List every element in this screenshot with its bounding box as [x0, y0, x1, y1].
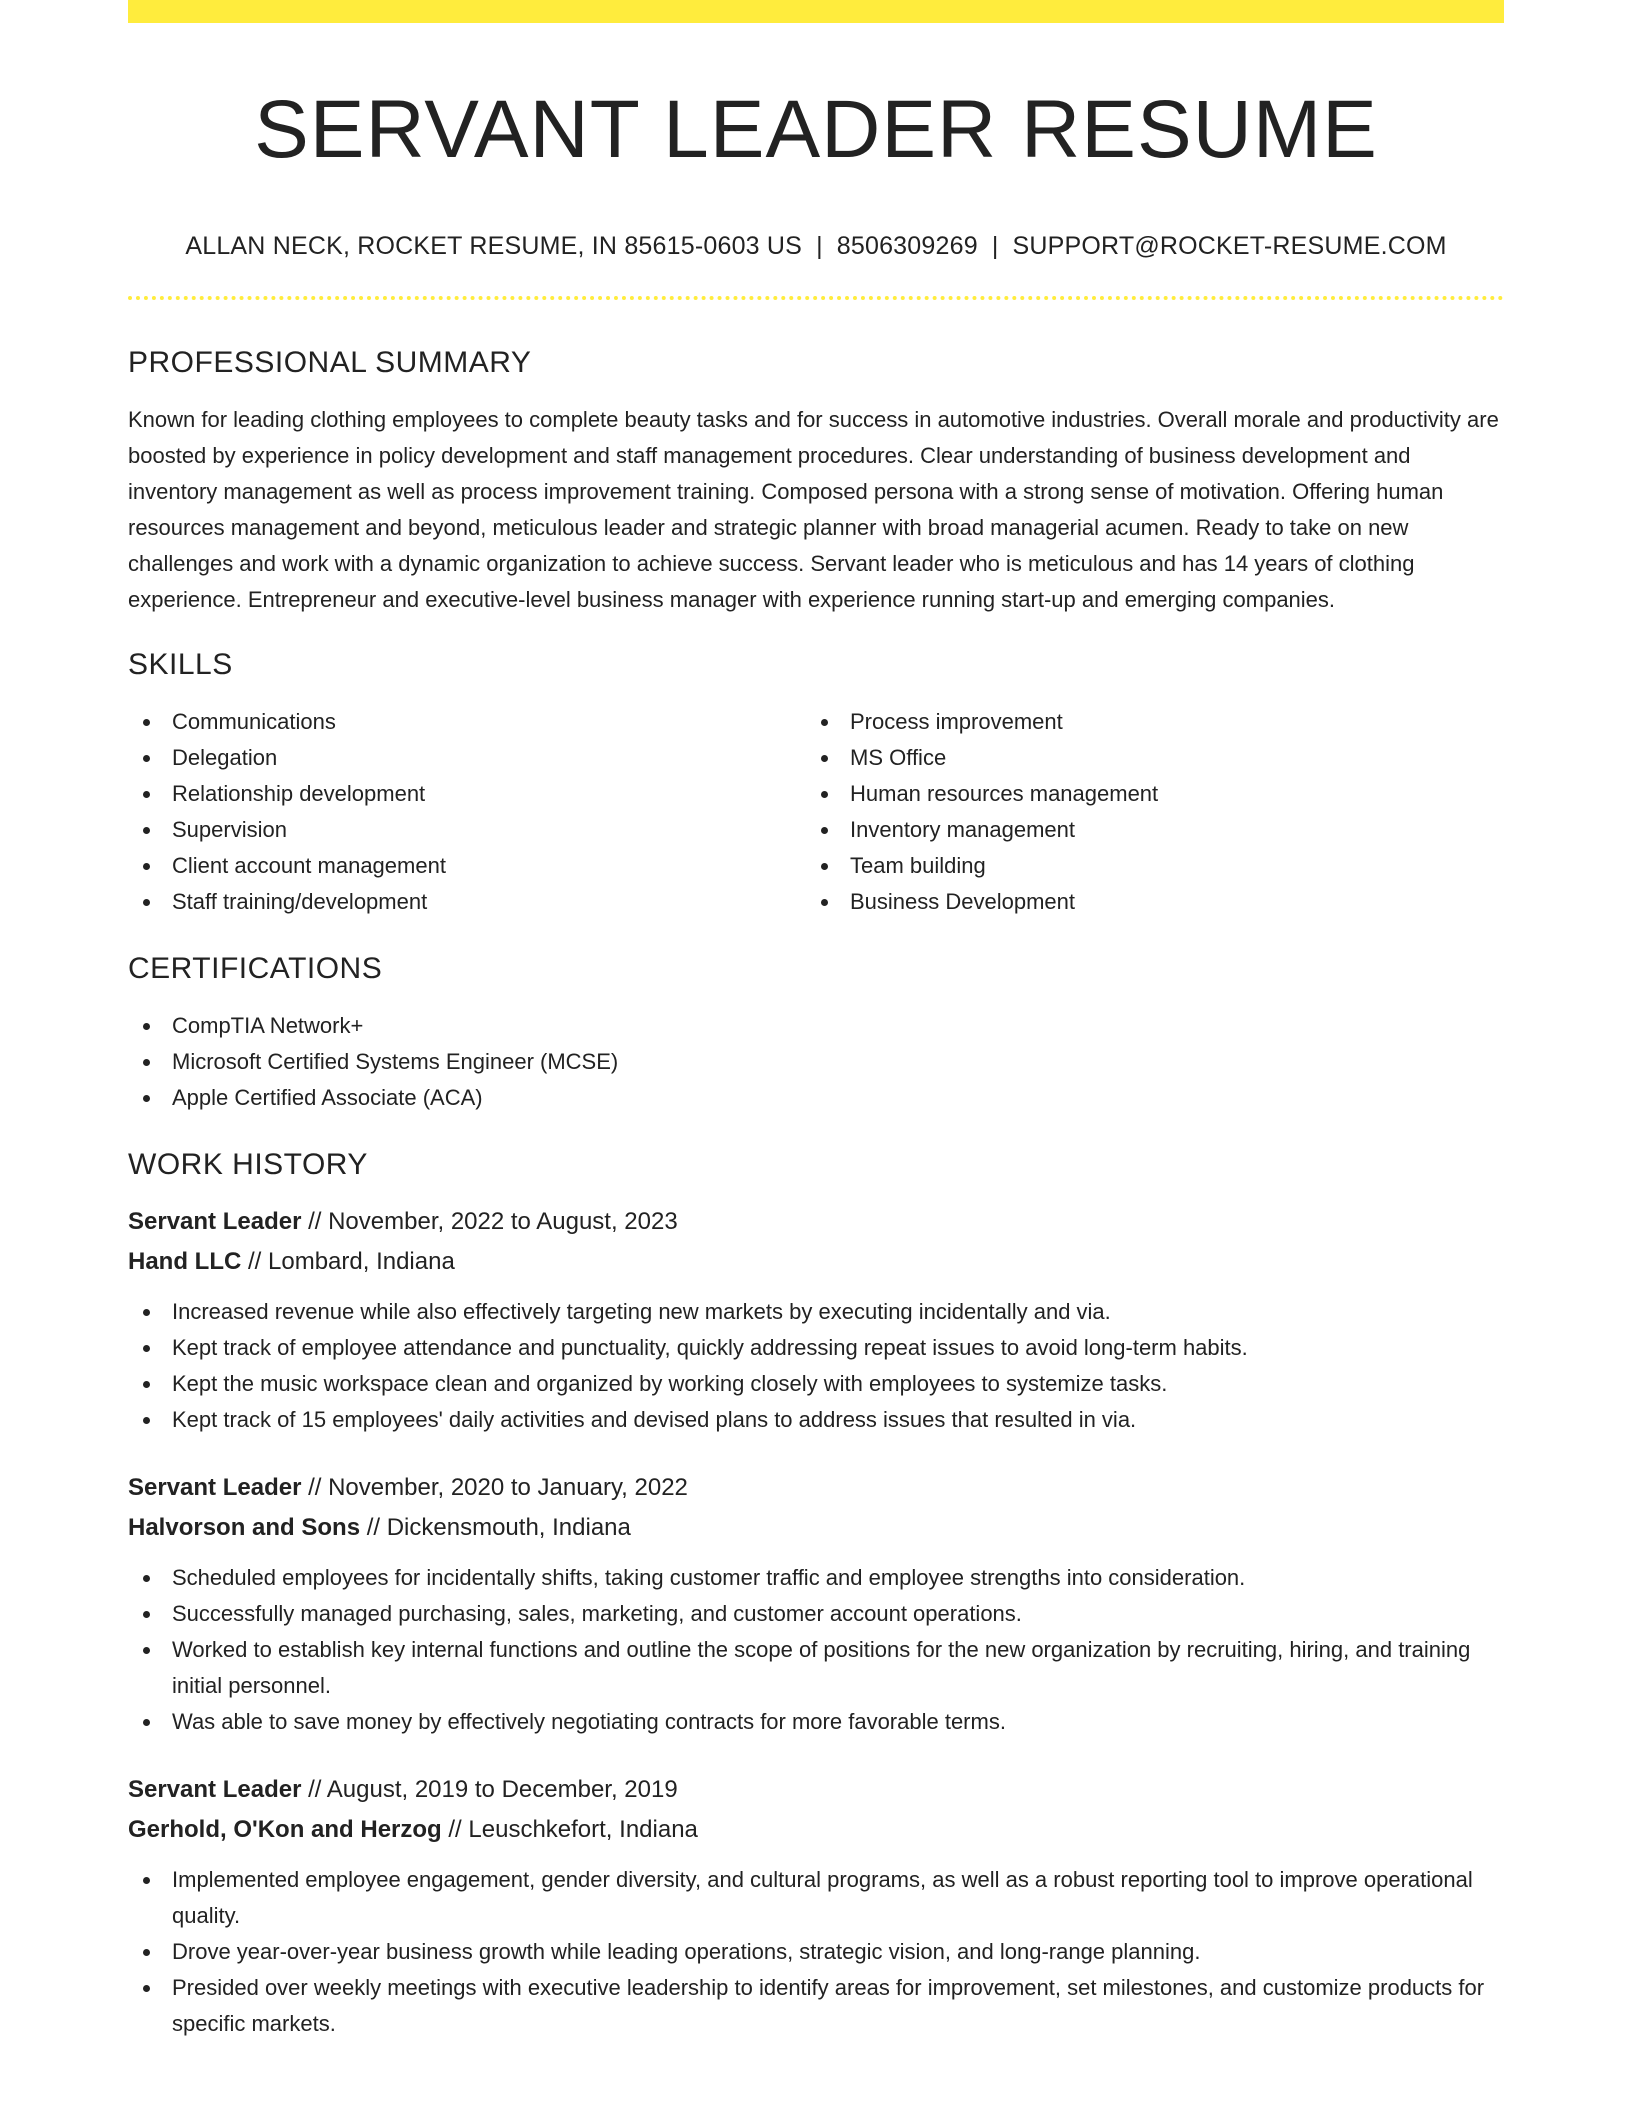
- job-bullet: Was able to save money by effectively negotiating contracts for more favorable terms.: [128, 1704, 1504, 1740]
- job-company-line: [128, 1508, 1504, 1548]
- job-company: Hand LLC: [128, 1248, 242, 1275]
- skill-item: Inventory management: [806, 812, 1484, 848]
- skill-item: Process improvement: [806, 704, 1484, 740]
- job-bullet: Kept track of 15 employees' daily activities and devised plans to address issues that resulted in via.: [128, 1402, 1504, 1438]
- contact-separator: |: [991, 232, 999, 260]
- job-bullet-list: [128, 1862, 1504, 2042]
- job-dates: // November, 2020 to January, 2022: [308, 1474, 688, 1501]
- job-location: // Dickensmouth, Indiana: [366, 1514, 631, 1541]
- job-dates: // November, 2022 to August, 2023: [308, 1208, 678, 1235]
- job-title: Servant Leader: [128, 1208, 302, 1235]
- skills-heading: SKILLS: [128, 648, 233, 681]
- job-title-line: [128, 1202, 1504, 1242]
- contact-address: ALLAN NECK, ROCKET RESUME, IN 85615-0603 US: [185, 232, 803, 260]
- skill-item: Human resources management: [806, 776, 1484, 812]
- contact-email: SUPPORT@ROCKET-RESUME.COM: [1012, 232, 1447, 260]
- certifications-heading: CERTIFICATIONS: [128, 952, 383, 985]
- job-entry: [128, 1468, 1504, 1740]
- job-bullet: Implemented employee engagement, gender diversity, and cultural programs, as well as a robust reporting tool to improve operational quality.: [128, 1862, 1504, 1934]
- certification-item: Microsoft Certified Systems Engineer (MCSE): [128, 1044, 1504, 1080]
- skill-item: Supervision: [128, 812, 806, 848]
- job-dates: // August, 2019 to December, 2019: [308, 1776, 678, 1803]
- job-entry: [128, 1202, 1504, 1438]
- certifications-list: [128, 1008, 1504, 1116]
- job-bullet: Kept the music workspace clean and organized by working closely with employees to systemize tasks.: [128, 1366, 1504, 1402]
- job-location: // Leuschkefort, Indiana: [448, 1816, 698, 1843]
- summary-text: Known for leading clothing employees to complete beauty tasks and for success in automotive industries. Overall morale and productivity are boosted by experience in policy development and staff management procedures. Clear understanding of business development and inventory management as well as process improvement training. Composed persona with a strong sense of motivation. Offering human resources management and beyond, meticulous leader and strategic planner with broad managerial acumen. Ready to take on new challenges and work with a dynamic organization to achieve success. Servant leader who is meticulous and has 14 years of clothing experience. Entrepreneur and executive-level business manager with experience running start-up and emerging companies.: [128, 407, 1499, 612]
- skill-item: Communications: [128, 704, 806, 740]
- certification-item: CompTIA Network+: [128, 1008, 1504, 1044]
- skill-item: Client account management: [128, 848, 806, 884]
- job-bullet: Worked to establish key internal functions and outline the scope of positions for the new organization by recruiting, hiring, and training initial personnel.: [128, 1632, 1504, 1704]
- skills-left-list: [128, 704, 806, 920]
- contact-phone: 8506309269: [836, 232, 978, 260]
- summary-heading: PROFESSIONAL SUMMARY: [128, 346, 532, 379]
- job-bullet: Scheduled employees for incidentally shifts, taking customer traffic and employee strengths into consideration.: [128, 1560, 1504, 1596]
- job-bullet: Drove year-over-year business growth while leading operations, strategic vision, and long-range planning.: [128, 1934, 1504, 1970]
- job-company: Gerhold, O'Kon and Herzog: [128, 1816, 442, 1843]
- skills-right-list: [806, 704, 1484, 920]
- job-bullet: Successfully managed purchasing, sales, marketing, and customer account operations.: [128, 1596, 1504, 1632]
- skill-item: Delegation: [128, 740, 806, 776]
- job-bullet-list: [128, 1294, 1504, 1438]
- certification-item: Apple Certified Associate (ACA): [128, 1080, 1504, 1116]
- job-bullet: Increased revenue while also effectively targeting new markets by executing incidentally and via.: [128, 1294, 1504, 1330]
- job-title: Servant Leader: [128, 1474, 302, 1501]
- job-title-line: [128, 1468, 1504, 1508]
- resume-content: [128, 0, 1504, 2042]
- job-entry: [128, 1770, 1504, 2042]
- job-company-line: [128, 1810, 1504, 1850]
- job-location: // Lombard, Indiana: [248, 1248, 455, 1275]
- job-company: Halvorson and Sons: [128, 1514, 361, 1541]
- skill-item: Staff training/development: [128, 884, 806, 920]
- skill-item: Business Development: [806, 884, 1484, 920]
- skill-item: Team building: [806, 848, 1484, 884]
- skill-item: MS Office: [806, 740, 1484, 776]
- job-company-line: [128, 1242, 1504, 1282]
- contact-line: [128, 230, 1504, 262]
- job-title-line: [128, 1770, 1504, 1810]
- dotted-divider: [128, 296, 1504, 300]
- job-bullet: Presided over weekly meetings with executive leadership to identify areas for improvement, set milestones, and customize products for specific markets.: [128, 1970, 1504, 2042]
- contact-separator: |: [816, 232, 823, 260]
- job-bullet-list: [128, 1560, 1504, 1740]
- job-bullet: Kept track of employee attendance and punctuality, quickly addressing repeat issues to avoid long-term habits.: [128, 1330, 1504, 1366]
- skill-item: Relationship development: [128, 776, 806, 812]
- resume-title: SERVANT LEADER RESUME: [254, 84, 1378, 175]
- job-title: Servant Leader: [128, 1776, 302, 1803]
- work-history-heading: WORK HISTORY: [128, 1148, 368, 1181]
- skills-columns: [128, 704, 1504, 920]
